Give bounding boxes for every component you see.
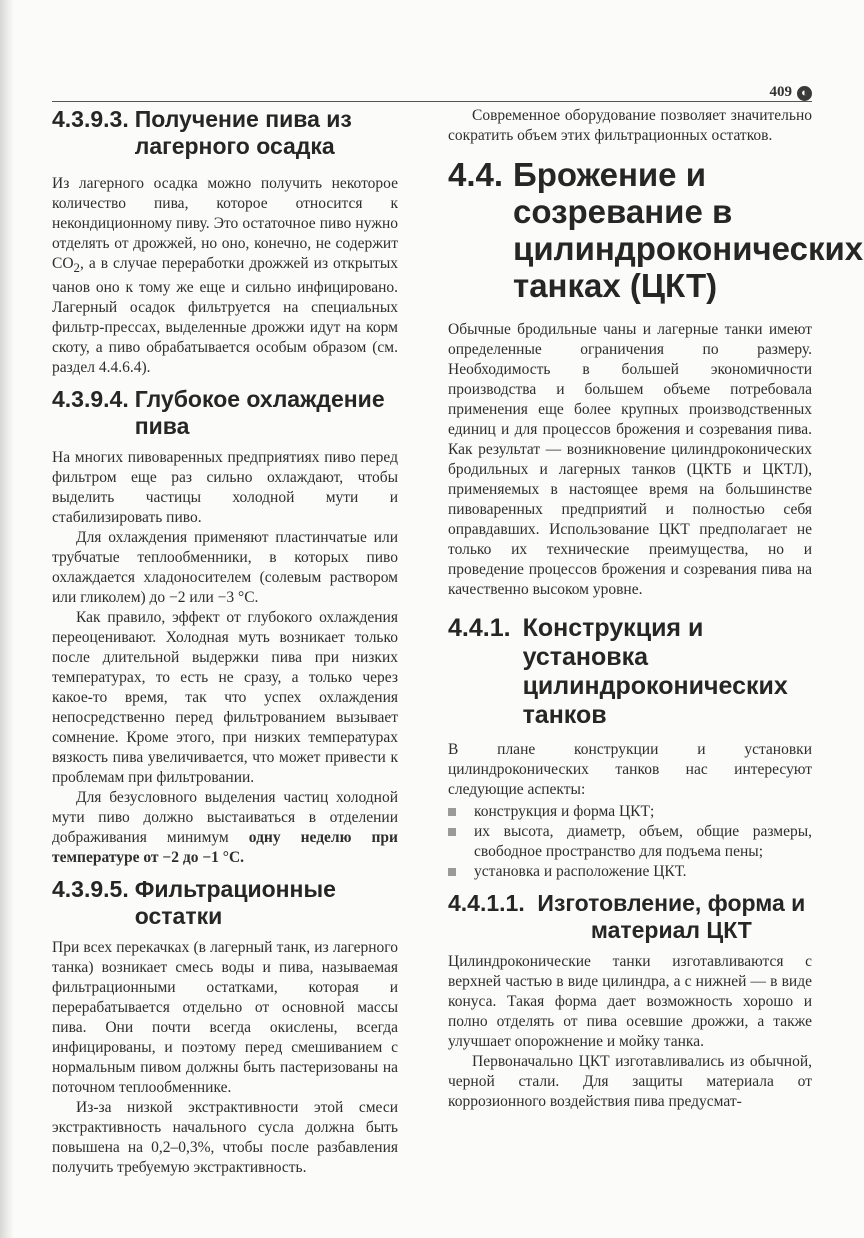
- paragraph: Цилиндроконические танки изготавливаются с верхней частью в виде цилиндра, а с нижней — в виде конуса. Такая форма дает возможность хорошо и полно отделять от пива осевшие дрожжи, а также улучшает опорожнение и мойку танка.: [448, 953, 812, 1050]
- list-item: [448, 802, 812, 822]
- list-item: [448, 822, 812, 862]
- section-heading-4-3-9-4: [52, 386, 398, 440]
- paragraph: [52, 788, 398, 868]
- list-item-text: конструкция и форма ЦКТ;: [474, 803, 655, 820]
- list-item-text: их высота, диаметр, объем, общие размеры, свободное пространство для подъема пены;: [474, 823, 812, 860]
- paragraph: Современное оборудование позволяет значительно сократить объем этих фильтрационных остатков.: [448, 107, 812, 144]
- paragraph: Как правило, эффект от глубокого охлаждения переоценивают. Холодная муть возникает только после длительной выдержки пива при низких температурах, то есть не сразу, а только через какое-то время, так что успех охлаждения непосредственно перед фильтрованием вызывает сомнение. Кроме этого, при низких температурах вязкость пива увеличивается, что может привести к проблемам при фильтровании.: [52, 609, 398, 787]
- section-title: Изготовление, форма и материал ЦКТ: [537, 890, 806, 943]
- section-number: 4.3.9.3.: [52, 106, 129, 132]
- bullet-square-icon: [448, 828, 456, 836]
- text-run: Из лагерного осадка можно получить некоторое количество пива, которое относится к некондиционному пиву. Это остаточное пиво нужно отделять от дрожжей, но оно, конечно, не содержит CO: [52, 175, 398, 272]
- paragraph: Первоначально ЦКТ изготавливались из обычной, черной стали. Для защиты материала от коррозионного воздействия пива предусмат-: [448, 1053, 812, 1110]
- section-title: Фильтрационные остатки: [134, 876, 336, 930]
- text-run: Для безусловного выделения частиц холодной мути пиво должно выстаиваться в отделении дображивания минимум: [52, 789, 398, 847]
- section-title: Глубокое охлаждение пива: [134, 386, 385, 440]
- subscript: 2: [73, 260, 80, 276]
- scan-page-edge: [0, 0, 14, 1238]
- left-column: [52, 106, 398, 1178]
- paragraph: В плане конструкции и установки цилиндроконических танков нас интересуют следующие аспекты:: [448, 741, 812, 798]
- section-number: 4.4.1.1.: [448, 890, 525, 916]
- bold-text-run: одну неделю при температуре от −2 до −1 °C.: [52, 829, 398, 867]
- right-column: [448, 106, 864, 1112]
- section-heading-4-3-9-3: [52, 106, 398, 160]
- bullet-square-icon: [448, 808, 456, 816]
- paragraph: При всех перекачках (в лагерный танк, из лагерного танка) возникает смесь воды и пива, называемая фильтрационными остатками, которая и перерабатывается отдельно от основной массы пива. Они почти всегда окислены, всегда инфицированы, и поэтому перед смешиванием с нормальным пивом должны быть пастеризованы на поточном теплообменнике.: [52, 939, 398, 1097]
- section-number: 4.3.9.4.: [52, 386, 129, 413]
- text-run: , а в случае переработки дрожжей из открытых чанов оно к тому же еще и сильно инфицировано. Лагерный осадок фильтруется на специальных фильтр-прессах, выделенные дрожжи идут на корм скоту, а пиво обрабатывается особым образом (см. раздел 4.4.6.4).: [52, 255, 398, 377]
- list-item: [448, 862, 812, 882]
- list-item-text: установка и расположение ЦКТ.: [474, 863, 687, 880]
- header-rule: [52, 101, 812, 102]
- paragraph: Для охлаждения применяют пластинчатые или трубчатые теплообменники, в которых пиво охлаждается хладоносителем (солевым раствором или гликолем) до −2 или −3 °C.: [52, 529, 398, 607]
- bullet-list: [448, 802, 812, 882]
- section-number: 4.3.9.5.: [52, 876, 129, 903]
- bullet-square-icon: [448, 868, 456, 876]
- page-number: 409: [769, 84, 792, 100]
- section-number: 4.4.1.: [448, 614, 511, 642]
- paragraph: Из-за низкой экстрактивности этой смеси экстрактивность начального сусла должна быть повышена на 0,2–0,3%, чтобы после разбавления получить требуемую экстрактивность.: [52, 1099, 398, 1177]
- section-marker-icon: ◐: [797, 86, 812, 101]
- paragraph: На многих пивоваренных предприятиях пиво перед фильтром еще раз сильно охлаждают, чтобы выделить частицы холодной мути и стабилизировать пиво.: [52, 449, 398, 527]
- paragraph: [52, 174, 398, 378]
- section-number: 4.4.: [448, 156, 504, 193]
- section-title: Конструкция и установка цилиндроконических танков: [522, 614, 788, 729]
- section-heading-4-4-1: [448, 614, 812, 730]
- section-heading-4-3-9-5: [52, 876, 398, 930]
- section-heading-4-4-1-1: [448, 890, 812, 944]
- section-title: Брожение и созревание в цилиндроконических танках (ЦКТ): [513, 156, 864, 304]
- paragraph: Обычные бродильные чаны и лагерные танки имеют определенные ограничения по размеру. Необходимость в большей экономичности производства и большем объеме потребовала применения еще более крупных производственных единиц и для процессов брожения и созревания пива. Как результат — возникновение цилиндроконических бродильных и лагерных танков (ЦКТБ и ЦКТЛ), применяемых в настоящее время на большинстве пивоваренных предприятий и полностью себя оправдавших. Использование ЦКТ предполагает не только их технические преимущества, но и проведение процессов брожения и созревания пива на качественно высоком уровне.: [448, 321, 812, 598]
- section-title: Получение пива из лагерного осадка: [134, 106, 352, 159]
- chapter-heading-4-4: [448, 156, 864, 304]
